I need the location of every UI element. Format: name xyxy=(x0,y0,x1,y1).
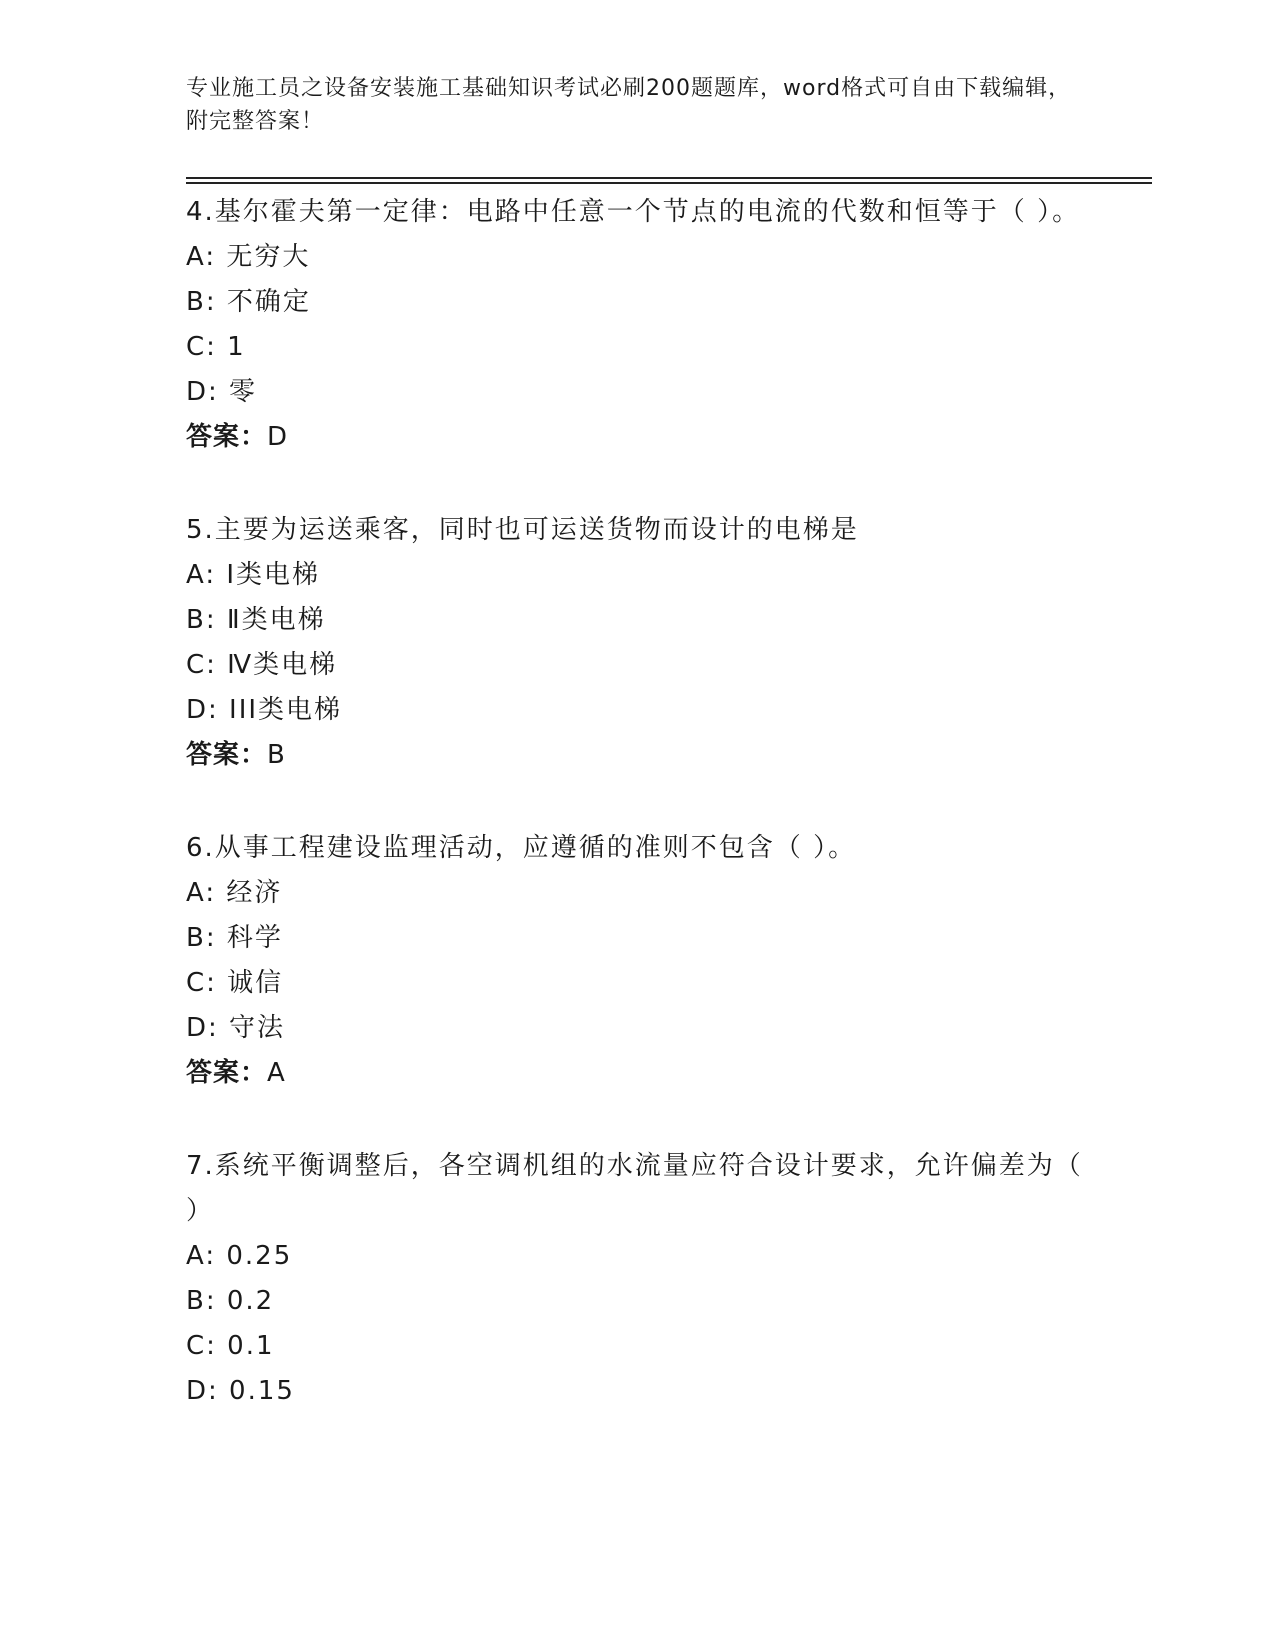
answer-label: 答案： xyxy=(186,422,268,452)
question-7 xyxy=(186,1142,1086,1414)
option-d: D: 零 xyxy=(186,377,258,407)
document-title: 专业施工员之设备安装施工基础知识考试必刷200题题库，word格式可自由下载编辑，附完整答案！ xyxy=(186,76,1072,134)
option-d: D: III类电梯 xyxy=(186,695,343,725)
answer-line xyxy=(186,733,1086,778)
header-divider-bottom xyxy=(186,182,1152,184)
answer-value: D xyxy=(267,422,289,452)
answer-line xyxy=(186,1051,1086,1096)
option-c: C: 1 xyxy=(186,332,246,362)
answer-label: 答案： xyxy=(186,1058,268,1088)
option-a: A: 0.25 xyxy=(186,1241,293,1271)
option-b: B: 不确定 xyxy=(186,287,311,317)
option-a: A: 经济 xyxy=(186,878,283,908)
question-stem: 7.系统平衡调整后，各空调机组的水流量应符合设计要求，允许偏差为（ ） xyxy=(186,1151,1083,1226)
answer-label: 答案： xyxy=(186,740,268,770)
option-d: D: 0.15 xyxy=(186,1376,295,1406)
question-stem: 6.从事工程建设监理活动，应遵循的准则不包含（ ）。 xyxy=(186,833,857,863)
option-c: C: Ⅳ类电梯 xyxy=(186,650,338,680)
question-spacer xyxy=(186,460,1086,506)
question-list xyxy=(186,188,1086,1414)
question-spacer xyxy=(186,778,1086,824)
answer-line xyxy=(186,415,1086,460)
question-5 xyxy=(186,506,1086,778)
answer-value: B xyxy=(267,740,286,770)
question-4 xyxy=(186,188,1086,460)
option-c: C: 诚信 xyxy=(186,968,284,998)
question-spacer xyxy=(186,1096,1086,1142)
option-c: C: 0.1 xyxy=(186,1331,275,1361)
option-b: B: 0.2 xyxy=(186,1286,275,1316)
header-divider-top xyxy=(186,177,1152,179)
option-a: A: 无穷大 xyxy=(186,242,311,272)
answer-value: A xyxy=(267,1058,286,1088)
question-6 xyxy=(186,824,1086,1096)
option-a: A: Ⅰ类电梯 xyxy=(186,560,321,590)
option-d: D: 守法 xyxy=(186,1013,286,1043)
question-stem: 5.主要为运送乘客，同时也可运送货物而设计的电梯是 xyxy=(186,515,859,545)
question-stem: 4.基尔霍夫第一定律：电路中任意一个节点的电流的代数和恒等于（ ）。 xyxy=(186,197,1081,227)
option-b: B: 科学 xyxy=(186,923,283,953)
option-b: B: Ⅱ类电梯 xyxy=(186,605,326,635)
